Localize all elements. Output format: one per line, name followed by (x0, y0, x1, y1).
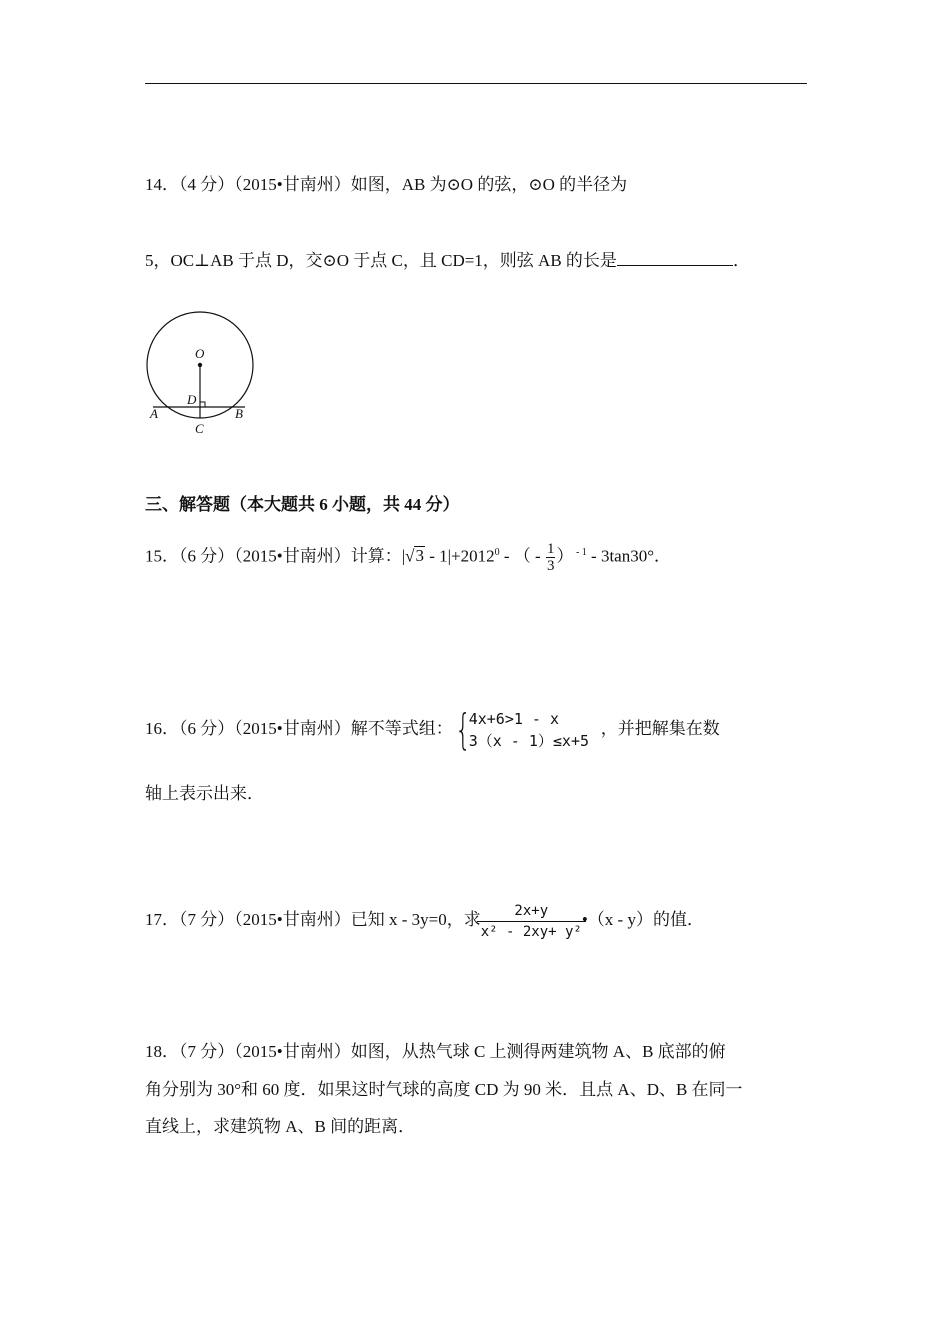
label-d: D (187, 392, 197, 407)
fraction-numerator: 1 (546, 541, 555, 557)
center-point (198, 363, 202, 367)
exponent-neg-one: - 1 (573, 546, 587, 558)
answer-blank (617, 251, 733, 266)
question-15-prefix: 15．（6 分）（2015•甘南州）计算：| (145, 546, 406, 566)
question-18-line-2: 角分别为 30°和 60 度．如果这时气球的高度 CD 为 90 米．且点 A、D、B 在同一 (145, 1080, 743, 1099)
label-a: A (150, 406, 158, 421)
question-14-line-2 (145, 250, 750, 272)
right-angle-mark (200, 402, 205, 407)
question-14-line-1: 14．（4 分）（2015•甘南州）如图，AB 为⊙O 的弦，⊙O 的半径为 (145, 175, 628, 194)
algebraic-fraction (481, 901, 582, 942)
question-17-suffix: •（x - y）的值． (581, 910, 704, 929)
question-17-prefix: 17．（7 分）（2015•甘南州）已知 x - 3y=0，求 (145, 910, 481, 929)
header-rule (145, 83, 807, 84)
question-15-part2: - 1|+2012 (424, 546, 495, 566)
question-16-line-1 (145, 705, 720, 755)
question-14-end: ． (732, 251, 750, 270)
question-15-part3: - （ - (499, 546, 545, 566)
question-16-line-2: 轴上表示出来． (145, 784, 264, 803)
section-3-heading: 三、解答题（本大题共 6 小题，共 44 分） (145, 495, 460, 514)
exponent-zero: 0 (494, 546, 500, 558)
sqrt-radicand: 3 (415, 546, 424, 566)
question-18-line-1: 18．（7 分）（2015•甘南州）如图，从热气球 C 上测得两建筑物 A、B 底部的俯 (145, 1042, 726, 1061)
fraction-one-third (546, 541, 556, 574)
question-15-part5: - 3tan30°． (586, 546, 672, 566)
question-15-part4: ） (556, 546, 574, 566)
left-brace: { (454, 705, 471, 755)
algebraic-numerator: 2x+y (477, 901, 586, 922)
inequality-row-1: 4x+6>1 - x (468, 710, 560, 729)
inequality-row-2: 3（x - 1）≤x+5 (468, 732, 590, 751)
question-17 (145, 898, 704, 942)
label-c: C (195, 421, 204, 436)
circle-figure (145, 310, 265, 440)
inequality-system (454, 705, 601, 755)
fraction-denominator: 3 (546, 558, 555, 574)
question-18-line-3: 直线上，求建筑物 A、B 间的距离． (145, 1117, 416, 1136)
algebraic-denominator: x² - 2xy+ y² (480, 923, 582, 940)
label-b: B (235, 406, 243, 421)
sqrt-sign: √ (405, 546, 415, 566)
label-o: O (195, 346, 205, 361)
question-14-text: 5，OC⊥AB 于点 D，交⊙O 于点 C，且 CD=1，则弦 AB 的长是 (145, 251, 617, 270)
question-16-suffix: ，并把解集在数 (600, 719, 720, 738)
question-16-prefix: 16．（6 分）（2015•甘南州）解不等式组： (145, 719, 453, 738)
question-15 (145, 541, 671, 574)
